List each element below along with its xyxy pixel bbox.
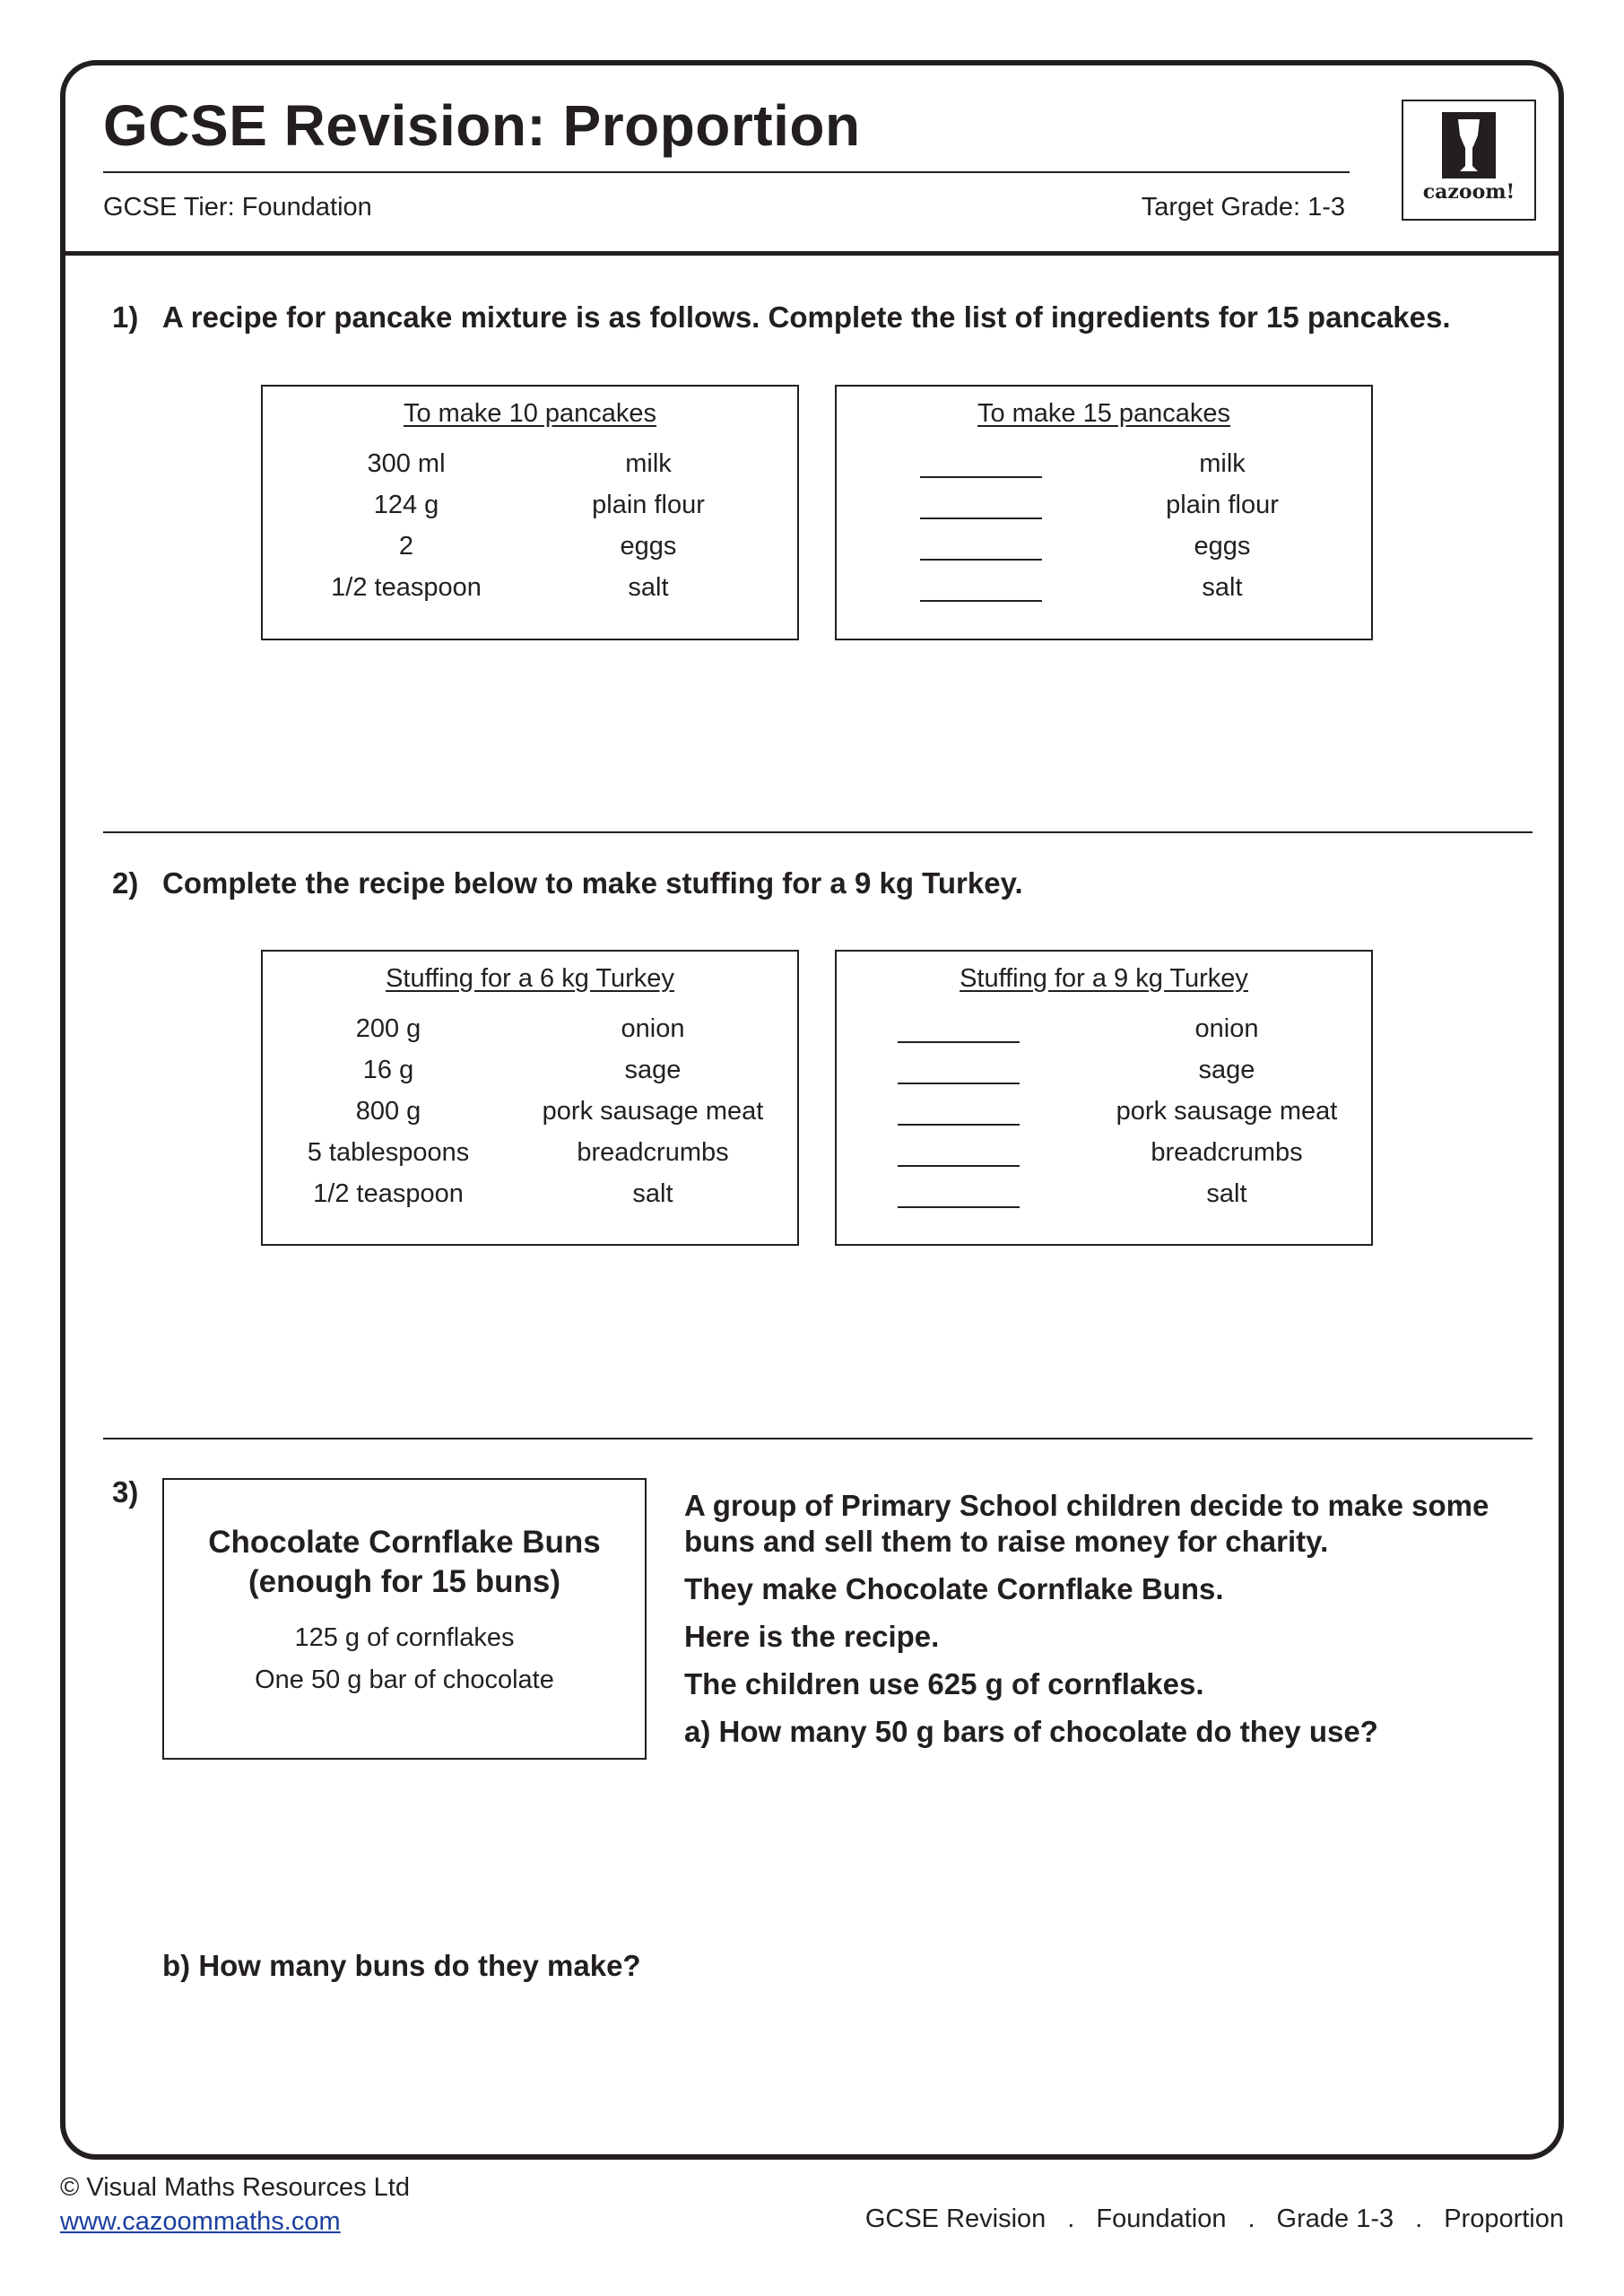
recipe-row [837,1097,1371,1138]
amount: 16 g [362,1056,414,1084]
section-divider [103,1438,1533,1439]
cazoom-logo [1402,100,1536,221]
crumb-separator: . [1415,2205,1423,2233]
recipe-row [837,1138,1371,1179]
amount: 800 g [355,1097,421,1126]
ingredient: onion [1194,1014,1259,1043]
page-title: GCSE Revision: Proportion [103,93,861,158]
section-divider [103,831,1533,833]
recipe-row [263,1014,797,1056]
recipe-box-6kg-turkey [261,950,799,1246]
crumb: Proportion [1444,2205,1564,2233]
ingredient: pork sausage meat [542,1097,764,1126]
ingredient: salt [628,573,669,602]
ingredient: eggs [620,532,677,561]
amount: 200 g [355,1014,421,1043]
bun-title-line1: Chocolate Cornflake Buns [208,1525,601,1560]
recipe-row [263,1097,797,1138]
recipe-row [837,449,1371,491]
answer-blank[interactable] [898,1124,1020,1126]
footer-breadcrumb [865,2205,1564,2234]
recipe-row [263,449,797,491]
answer-blank[interactable] [898,1041,1020,1043]
q3-paragraph: They make Chocolate Cornflake Buns. [684,1572,1224,1605]
recipe-row [263,532,797,573]
amount: 300 ml [367,449,446,478]
ingredient: breadcrumbs [577,1138,729,1167]
bun-line-cornflakes: 125 g of cornflakes [294,1623,515,1652]
ingredient: sage [1198,1056,1255,1084]
recipe-box-15-pancakes [835,385,1373,640]
recipe-row [263,1179,797,1221]
answer-blank[interactable] [920,476,1042,478]
bun-line-chocolate: One 50 g bar of chocolate [255,1665,554,1694]
bun-recipe-box [162,1478,647,1760]
q3-part-a: a) How many 50 g bars of chocolate do they use? [684,1715,1378,1748]
question-number: 3) [112,1475,139,1509]
ingredient: salt [1206,1179,1247,1208]
crumb: Grade 1-3 [1276,2205,1394,2233]
cup-icon [1442,112,1496,178]
recipe-row [837,1014,1371,1056]
question-number: 1) [112,300,139,334]
recipe-box-9kg-turkey [835,950,1373,1246]
recipe-row [837,1056,1371,1097]
amount: 124 g [373,491,439,519]
ingredient: breadcrumbs [1151,1138,1303,1167]
amount: 1/2 teaspoon [313,1179,464,1208]
question-number: 2) [112,866,139,900]
q3-paragraph: The children use 625 g of cornflakes. [684,1667,1204,1700]
ingredient: plain flour [592,491,705,519]
box-title: To make 15 pancakes [977,399,1231,428]
target-grade-label: Target Grade: 1-3 [1141,193,1345,222]
crumb: GCSE Revision [864,2205,1046,2233]
ingredient: eggs [1194,532,1251,561]
answer-blank[interactable] [920,600,1042,602]
box-title: Stuffing for a 6 kg Turkey [386,964,674,993]
recipe-row [263,1056,797,1097]
crumb: Foundation [1096,2205,1227,2233]
box-title: To make 10 pancakes [403,399,657,428]
question-text: Complete the recipe below to make stuffing for a 9 kg Turkey. [162,866,1023,900]
footer-credits [60,2170,410,2239]
ingredient: sage [624,1056,682,1084]
amount: 5 tablespoons [307,1138,470,1167]
answer-blank[interactable] [898,1165,1020,1167]
ingredient: salt [632,1179,673,1208]
amount: 1/2 teaspoon [331,573,482,602]
answer-blank[interactable] [920,517,1042,519]
crumb-separator: . [1067,2205,1075,2233]
answer-blank[interactable] [898,1206,1020,1208]
recipe-row [837,491,1371,532]
recipe-row [263,573,797,614]
ingredient: pork sausage meat [1116,1097,1338,1126]
q3-paragraph: Here is the recipe. [684,1620,940,1653]
question-3b [162,1949,641,1983]
worksheet-frame [60,60,1564,2160]
recipe-row [837,1179,1371,1221]
ingredient: milk [1199,449,1246,478]
recipe-row [837,573,1371,614]
ingredient: milk [625,449,672,478]
tier-label: GCSE Tier: Foundation [103,193,372,222]
title-divider [103,171,1350,173]
crumb-separator: . [1247,2205,1255,2233]
answer-blank[interactable] [920,559,1042,561]
ingredient: salt [1202,573,1243,602]
amount: 2 [398,532,414,561]
recipe-row [837,532,1371,573]
recipe-row [263,491,797,532]
website-link[interactable]: www.cazoommaths.com [60,2207,341,2236]
question-3-text [684,1488,1545,1761]
header-divider [65,251,1559,256]
answer-blank[interactable] [898,1083,1020,1084]
recipe-box-10-pancakes [261,385,799,640]
box-title: Stuffing for a 9 kg Turkey [960,964,1248,993]
q3-part-b: b) How many buns do they make? [162,1949,641,1982]
copyright: © Visual Maths Resources Ltd [60,2173,410,2202]
bun-title-line2: (enough for 15 buns) [248,1564,561,1599]
question-text: A recipe for pancake mixture is as follows. Complete the list of ingredients for 15 pancakes. [162,300,1451,334]
logo-text: cazoom! [1422,180,1515,204]
ingredient: onion [621,1014,685,1043]
recipe-row [263,1138,797,1179]
q3-paragraph: A group of Primary School children decide to make some buns and sell them to raise money for charity. [684,1489,1489,1558]
ingredient: plain flour [1166,491,1279,519]
